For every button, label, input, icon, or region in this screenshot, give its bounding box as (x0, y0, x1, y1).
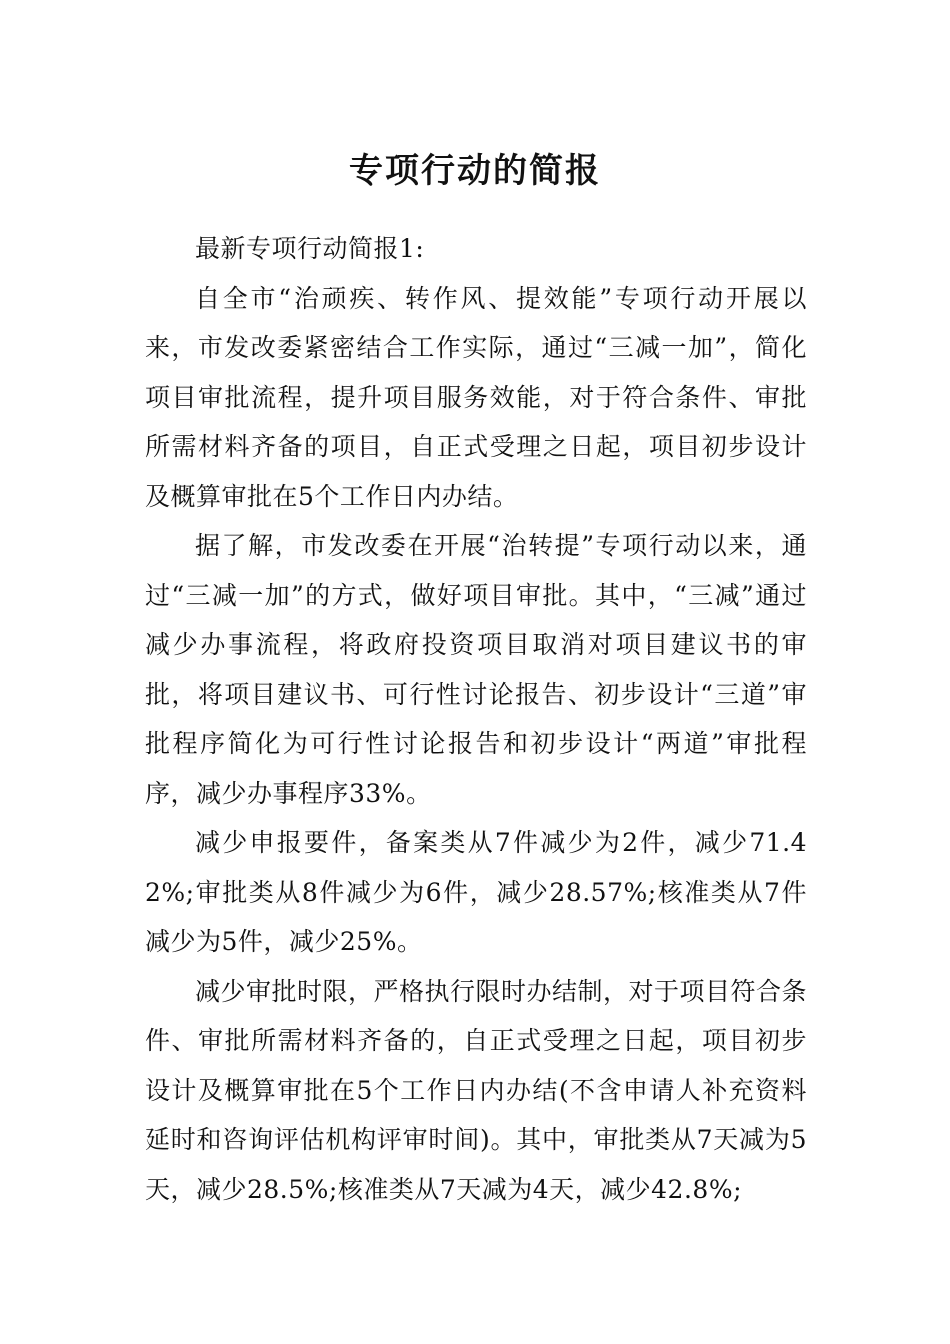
paragraph-reduce-time-limit: 减少审批时限，严格执行限时办结制，对于项目符合条件、审批所需材料齐备的，自正式受理之日起，项目初步设计及概算审批在5个工作日内办结(不含申请人补充资料延时和咨询评估机构评审时间)。其中，审批类从7天减为5天，减少28.5%;核准类从7天减为4天，减少42.8%; (145, 976, 808, 1204)
paragraph-intro: 最新专项行动简报1: (195, 234, 425, 263)
paragraph-three-reductions: 据了解，市发改委在开展“治转提”专项行动以来，通过“三减一加”的方式，做好项目审批。其中，“三减”通过减少办事流程，将政府投资项目取消对项目建议书的审批，将项目建议书、可行性讨论报告、初步设计“三道”审批程序简化为可行性讨论报告和初步设计“两道”审批程序，减少办事程序33%。 (145, 531, 807, 808)
document-body (145, 224, 807, 1214)
paragraph-overview: 自全市“治顽疾、转作风、提效能”专项行动开展以来，市发改委紧密结合工作实际，通过“三减一加”，简化项目审批流程，提升项目服务效能，对于符合条件、审批所需材料齐备的项目，自正式受理之日起，项目初步设计及概算审批在5个工作日内办结。 (145, 283, 807, 511)
paragraph-reduce-documents: 减少申报要件，备案类从7件减少为2件，减少71.42%;审批类从8件减少为6件，减少28.57%;核准类从7件减少为5件，减少25%。 (145, 828, 807, 956)
page-title: 专项行动的简报 (349, 150, 601, 191)
